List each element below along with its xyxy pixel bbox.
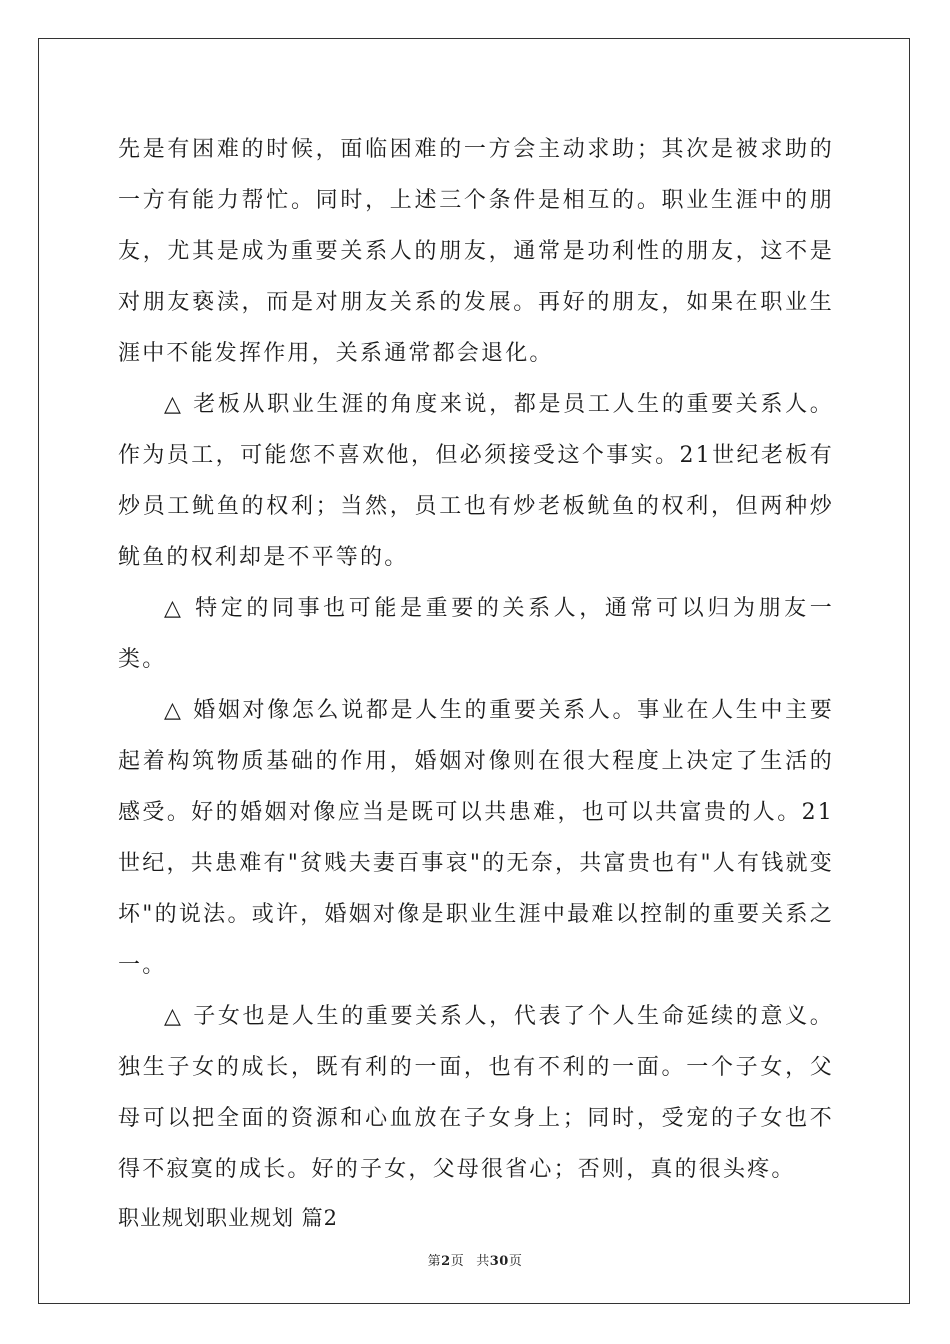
paragraph-4: △ 婚姻对像怎么说都是人生的重要关系人。事业在人生中主要起着构筑物质基础的作用，婚姻对像则在很大程度上决定了生活的感受。好的婚姻对像应当是既可以共患难，也可以共富贵的人。21世纪，共患难有"贫贱夫妻百事哀"的无奈，共富贵也有"人有钱就变坏"的说法。或许，婚姻对像是职业生涯中最难以控制的重要关系之一。 <box>118 698 834 978</box>
total-suffix: 页 <box>508 1254 523 1269</box>
page-prefix: 第 <box>427 1254 442 1269</box>
section-heading: 职业规划职业规划 篇2 <box>118 1206 339 1230</box>
page-suffix: 页 <box>450 1254 465 1269</box>
page-number: 2 <box>441 1254 451 1269</box>
paragraph-5: △ 子女也是人生的重要关系人，代表了个人生命延续的意义。独生子女的成长，既有利的一面，也有不利的一面。一个子女，父母可以把全面的资源和心血放在子女身上；同时，受宠的子女也不得不寂寞的成长。好的子女，父母很省心；否则，真的很头疼。 <box>118 1004 834 1182</box>
paragraph-1: 先是有困难的时候，面临困难的一方会主动求助；其次是被求助的一方有能力帮忙。同时，上述三个条件是相互的。职业生涯中的朋友，尤其是成为重要关系人的朋友，通常是功利性的朋友，这不是对朋友亵渎，而是对朋友关系的发展。再好的朋友，如果在职业生涯中不能发挥作用，关系通常都会退化。 <box>118 137 834 366</box>
total-prefix: 共 <box>476 1254 490 1269</box>
total-pages: 30 <box>489 1254 509 1269</box>
document-body <box>118 124 834 1241</box>
page-footer <box>0 1250 950 1269</box>
paragraph-3: △ 特定的同事也可能是重要的关系人，通常可以归为朋友一类。 <box>118 596 834 672</box>
paragraph-2: △ 老板从职业生涯的角度来说，都是员工人生的重要关系人。作为员工，可能您不喜欢他，但必须接受这个事实。21世纪老板有炒员工鱿鱼的权利；当然，员工也有炒老板鱿鱼的权利，但两种炒鱿鱼的权利却是不平等的。 <box>118 392 834 570</box>
